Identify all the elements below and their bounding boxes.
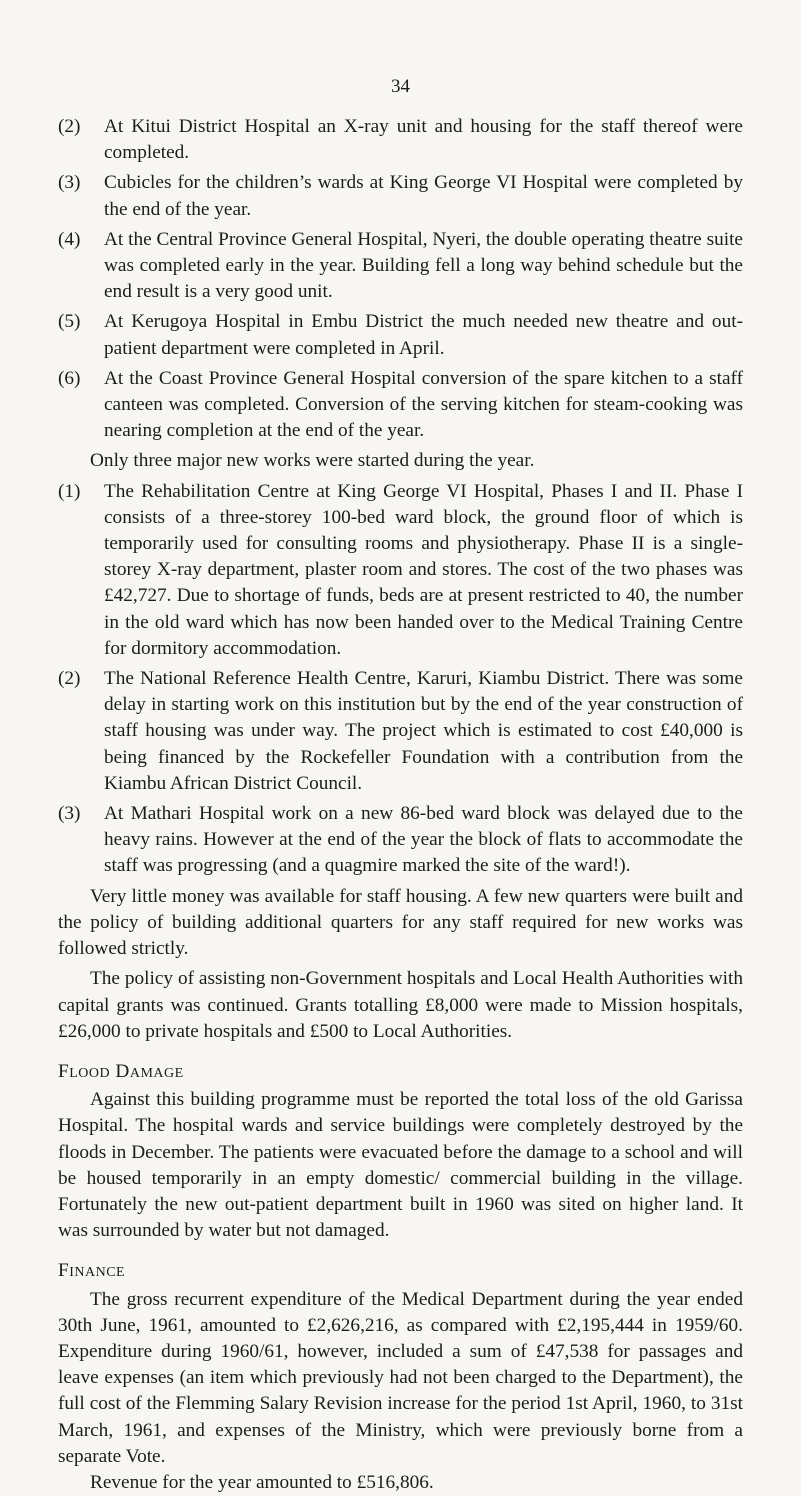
staff-housing-paragraph: Very little money was available for staff housing. A few new quarters were built and the policy of building additional quarters for any staff required for new works was followed strictly.: [58, 885, 743, 960]
list-item: [58, 227, 743, 306]
revenue-paragraph: Revenue for the year amounted to £516,806.: [90, 1471, 434, 1493]
item-number: (5): [58, 311, 81, 333]
item-text: At Mathari Hospital work on a new 86-bed ward block was delayed due to the heavy rains. However at the end of the year the block of flats to accommodate the staff was progressing (and a quagmire marked the site of the ward!).: [104, 803, 743, 877]
item-number: (3): [58, 803, 81, 825]
grants-paragraph: The policy of assisting non-Government hospitals and Local Health Authorities with capital grants was continued. Grants totalling £8,000 were made to Mission hospitals, £26,000 to private hospitals and £500 to Local Authorities.: [58, 968, 743, 1042]
item-text: At the Coast Province General Hospital conversion of the spare kitchen to a staff canteen was completed. Conversion of the serving kitchen for steam-cooking was nearing completion at the end of the year.: [104, 367, 743, 442]
item-text: The National Reference Health Centre, Karuri, Kiambu District. There was some delay in starting work on this institution but by the end of the year construction of staff housing was under way. The project which is estimated to cost £40,000 is being financed by the Rockefeller Foundation with a contribution from the Kiambu African District Council.: [104, 668, 743, 794]
list-item: [58, 114, 743, 166]
list-item: [58, 801, 743, 880]
item-text: Cubicles for the children’s wards at King George VI Hospital were completed by the end of the year.: [104, 172, 743, 220]
item-text: At Kerugoya Hospital in Embu District the much needed new theatre and out-patient department were completed in April.: [104, 311, 743, 359]
item-text: At Kitui District Hospital an X-ray unit and housing for the staff thereof were completed.: [104, 116, 743, 164]
item-number: (2): [58, 668, 81, 690]
flood-damage-heading: Flood Damage: [58, 1060, 184, 1082]
completed-works-list: [58, 114, 743, 444]
major-works-intro: Only three major new works were started during the year.: [90, 450, 535, 472]
item-number: (6): [58, 367, 81, 389]
flood-damage-paragraph: Against this building programme must be reported the total loss of the old Garissa Hospital. The hospital wards and service buildings were completely destroyed by the floods in December. The patients were evacuated before the damage to a school and will be housed temporarily in an empty domestic/ commercial building in the village. Fortunately the new out-patient department built in 1960 was sited on higher land. It was surrounded by water but not damaged.: [58, 1089, 743, 1242]
major-works-list: [58, 479, 743, 880]
page-body: [58, 114, 743, 1496]
list-item: [58, 170, 743, 222]
item-number: (2): [58, 116, 81, 137]
list-item: [58, 366, 743, 445]
list-item: [58, 666, 743, 797]
item-text: The Rehabilitation Centre at King George VI Hospital, Phases I and II. Phase I consists of a three-storey 100-bed ward block, the ground floor of which is temporarily used for consulting rooms and physiotherapy. Phase II is a single-storey X-ray department, plaster room and stores. The cost of the two phases was £42,727. Due to shortage of funds, beds are at present restricted to 40, the number in the old ward which has now been handed over to the Medical Training Centre for dormitory accommodation.: [104, 480, 743, 659]
item-number: (1): [58, 480, 81, 502]
page-number: 34: [391, 76, 410, 97]
finance-paragraph: The gross recurrent expenditure of the Medical Department during the year ended 30th June, 1961, amounted to £2,626,216, as compared with £2,195,444 in 1959/60. Expenditure during 1960/61, however, included a sum of £47,538 for passages and leave expenses (an item which previously had not been charged to the Department), the full cost of the Flemming Salary Revision increase for the period 1st April, 1960, to 31st March, 1961, and expenses of the Ministry, which were previously borne from a separate Vote.: [58, 1288, 743, 1467]
finance-heading: Finance: [58, 1260, 126, 1282]
item-text: At the Central Province General Hospital, Nyeri, the double operating theatre suite was completed early in the year. Building fell a long way behind schedule but the end result is a very good unit.: [104, 228, 743, 303]
item-number: (4): [58, 228, 81, 250]
list-item: [58, 479, 743, 662]
item-number: (3): [58, 172, 81, 194]
list-item: [58, 309, 743, 361]
